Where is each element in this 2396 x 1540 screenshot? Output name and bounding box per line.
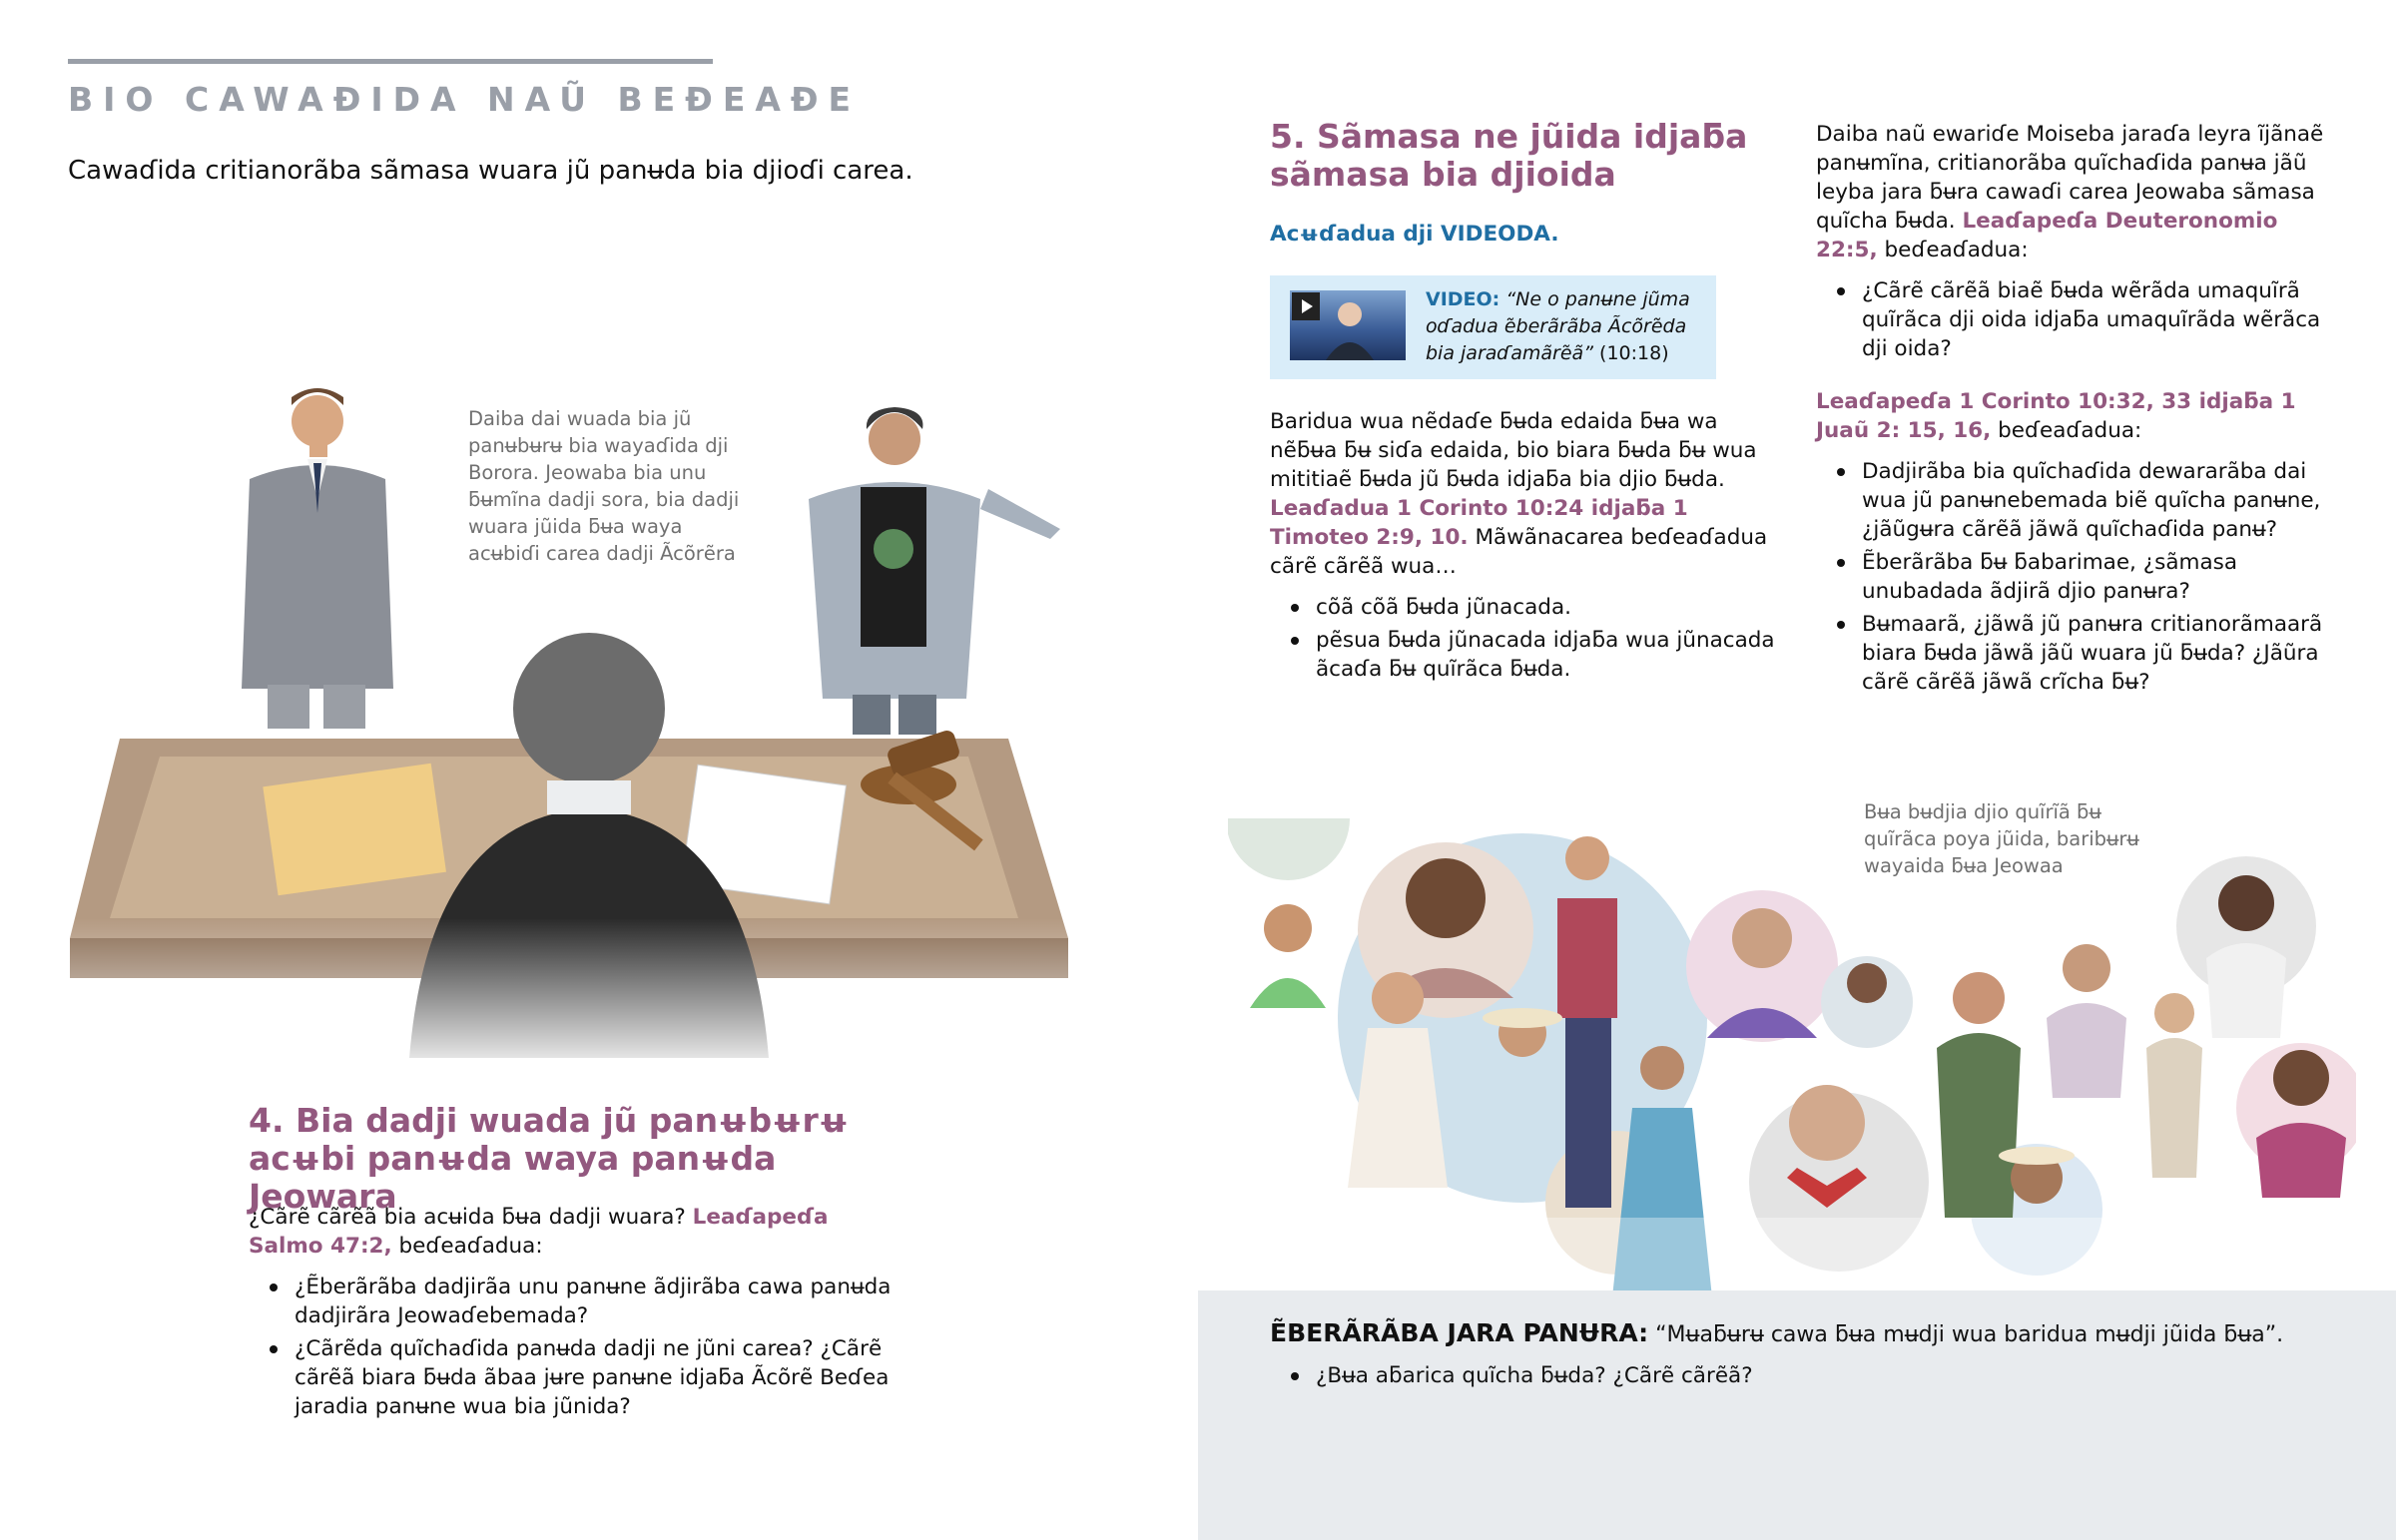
list-item: ¿Bʉa aƃarica quĩcha ƃʉda? ¿Cãrẽ cãrẽã?: [1316, 1361, 2374, 1390]
video-title: “Ne o panʉne jũma oɗadua ẽberãrãba Ãcõrẽda bia jaraɗamãrẽã”: [1426, 288, 1690, 364]
right-instruction-b: beɗeaɗadua:: [1998, 418, 2142, 443]
people-illustration: [1228, 818, 2356, 1290]
corinthians-john-scripture-link[interactable]: Leaɗapeɗa 1 Corinto 10:32, 33 idjaƃa 1 Juaũ 2: 15, 16,: [1816, 389, 2296, 443]
people-image-caption: Bʉa bʉdjia djio quĩrĩã ƃʉ quĩrãca poya jũida, baribʉrʉ wayaida ƃʉa Jeowaa: [1864, 800, 2139, 877]
intro-text: Cawaɗida critianorãba sãmasa wuara jũ panʉda bia djioɗi carea.: [68, 156, 913, 186]
section5-instruction: Mãwãnacarea beɗeaɗadua cãrẽ cãrẽã wua…: [1270, 525, 1768, 579]
right-instruction-a: beɗeaɗadua:: [1884, 238, 2029, 262]
play-icon[interactable]: [1292, 292, 1320, 320]
right-paragraph: Daiba naũ ewariɗe Moiseba jaraɗa leyra ĩjãnaẽ panʉmĩna, critianorãba quĩchaɗida panʉa jãũ leyba jara ƃʉra cawaɗi carea Jeowaba sãmasa quĩcha ƃʉda.: [1816, 122, 2324, 234]
list-item: Ẽberãrãba ƃʉ ƃabarimae, ¿sãmasa unubadada ãdjirã djio panʉra?: [1862, 548, 2335, 606]
objection-question-list: [1270, 1361, 2374, 1394]
watch-video-prompt: Acʉɗadua dji VIDEODA.: [1270, 222, 1559, 247]
list-item: ¿Cãrẽ cãrẽã biaẽ ƃʉda wẽrãda umaquĩrã quĩrãca dji oida idjaƃa umaquĩrãda wẽrãca dji oida?: [1862, 276, 2335, 363]
section4-scripture-link[interactable]: Leaɗapeɗa Salmo 47:2,: [249, 1205, 829, 1259]
deuteronomy-scripture-link[interactable]: Leaɗapeɗa Deuteronomio 22:5,: [1816, 209, 2278, 262]
video-label: VIDEO:: [1426, 288, 1500, 310]
right-question-list-b: [1816, 457, 2335, 697]
list-item: ¿Ẽberãrãba dadjirãa unu panʉne ãdjirãba cawa panʉda dadjirãra Jeowaɗebemada?: [295, 1273, 907, 1330]
objection-label: ẼBERÃRÃBA JARA PANɄRA:: [1270, 1318, 1649, 1347]
section-kicker: BIO CAWAƉIDA NAŨ BEƉEAƉE: [68, 80, 862, 119]
section5-scripture-link[interactable]: Leaɗadua 1 Corinto 10:24 idjaƃa 1 Timoteo 2:9, 10.: [1270, 496, 1688, 550]
objection-line: [1270, 1318, 2348, 1350]
section5-paragraph: Baridua wua nẽdaɗe ƃʉda edaida ƃʉa wa nẽƃʉa ƃʉ siɗa edaida, bio biara ƃʉda ƃʉ wua mititiaẽ ƃʉda jũ ƃʉda idjaƃa bia djio ƃʉda.: [1270, 409, 1757, 492]
section5-heading: 5. Sãmasa ne jũida idjaƃa sãmasa bia djioida: [1270, 117, 1748, 194]
list-item: cõã cõã ƃʉda jũnacada.: [1316, 593, 1777, 622]
section5-list: [1270, 593, 1777, 684]
right-column-body: [1816, 120, 2335, 701]
section4-heading: 4. Bia dadji wuada jũ panʉbʉrʉ acʉbi panʉda waya panʉda Jeowara: [249, 1101, 850, 1216]
section4-question-list: [249, 1273, 907, 1421]
video-info[interactable]: [1426, 286, 1705, 367]
courtroom-image-caption: Daiba dai wuada bia jũ panʉbʉrʉ bia wayaɗida dji Borora. Jeowaba bia unu ƃʉmĩna dadji sora, bia dadji wuara jũida ƃʉa waya acʉbiɗi carea dadji Ãcõrẽra: [468, 407, 740, 565]
man-in-suit-figure: [242, 388, 393, 729]
header-rule: [68, 59, 713, 64]
section5-body: [1270, 407, 1777, 688]
section4-body: [249, 1203, 907, 1425]
objection-quote: “Mʉaƃʉrʉ cawa ƃʉa mʉdji wua baridua mʉdji jũida ƃʉa”.: [1655, 1322, 2284, 1347]
section4-question: ¿Cãrẽ cãrẽã bia acʉida ƃʉa dadji wuara?: [249, 1205, 686, 1230]
right-question-list-a: [1816, 276, 2335, 363]
section4-instruction: beɗeaɗadua:: [398, 1234, 543, 1259]
video-duration: (10:18): [1599, 342, 1669, 364]
young-man-figure: [809, 407, 1060, 735]
list-item: Bʉmaarã, ¿jãwã jũ panʉra critianorãmaarã biara ƃʉda jãwã jãũ wuara jũ ƃʉda? ¿Jãũra cãrẽ cãrẽã jãwã crĩcha ƃʉ?: [1862, 610, 2335, 697]
list-item: pẽsua ƃʉda jũnacada idjaƃa wua jũnacada ãcaɗa ƃʉ quĩrãca ƃʉda.: [1316, 626, 1777, 684]
list-item: ¿Cãrẽda quĩchaɗida panʉda dadji ne jũni carea? ¿Cãrẽ cãrẽã biara ƃʉda ãbaa jʉre panʉne idjaƃa Ãcõrẽ Beɗea jaradia panʉne wua bia jũnida?: [295, 1334, 907, 1421]
list-item: Dadjirãba bia quĩchaɗida dewararãba dai wua jũ panʉnebemada biẽ quĩcha panʉne, ¿jãũgʉra cãrẽã jãwã quĩchaɗida panʉ?: [1862, 457, 2335, 544]
